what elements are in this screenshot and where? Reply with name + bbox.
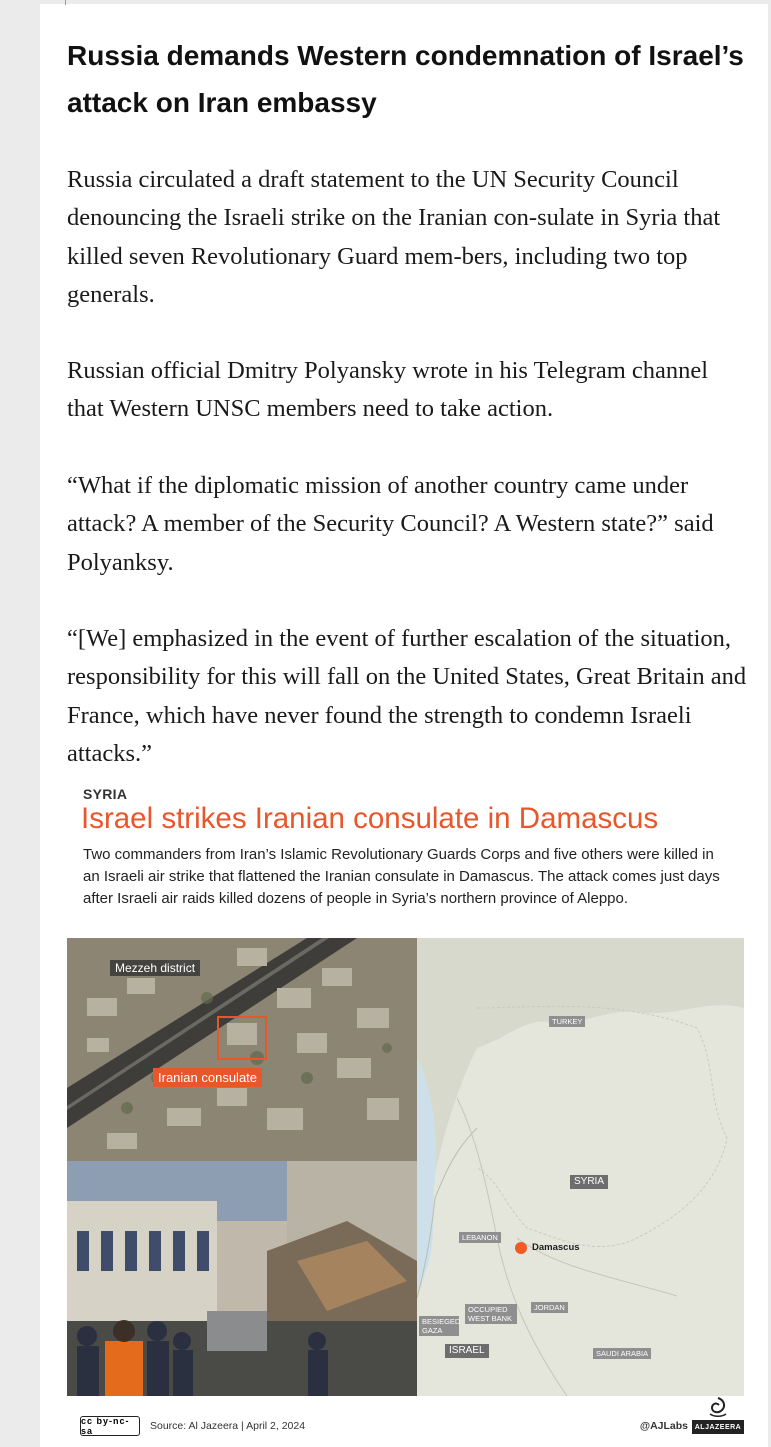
- creative-commons-icon: cc by-nc-sa: [80, 1416, 140, 1436]
- infographic[interactable]: [66, 778, 746, 1438]
- map-label-israel: ISRAEL: [445, 1344, 489, 1358]
- map-label-saudi-arabia: SAUDI ARABIA: [593, 1348, 651, 1359]
- region-map-graphic: [417, 938, 744, 1396]
- infographic-kicker: SYRIA: [83, 786, 128, 802]
- aljazeera-wordmark: ALJAZEERA: [692, 1420, 744, 1434]
- map-label-damascus: Damascus: [532, 1242, 580, 1253]
- article-paragraph: Russia circulated a draft statement to the UN Security Council denouncing the Israeli strike on the Iranian con-sulate in Syria that killed seven Revolutionary Guard mem-bers, including two top generals.: [67, 166, 721, 308]
- infographic-title: Israel strikes Iranian consulate in Damascus: [81, 802, 659, 835]
- aerial-satellite-image: [67, 938, 417, 1161]
- mezzeh-district-label: Mezzeh district: [110, 960, 200, 976]
- region-map: [417, 938, 744, 1396]
- map-label-syria: SYRIA: [570, 1175, 608, 1189]
- infographic-footer: [80, 1414, 744, 1438]
- street-photo-graphic: [67, 1161, 417, 1396]
- damascus-marker-icon: [515, 1242, 527, 1254]
- aljazeera-logo: [692, 1396, 744, 1436]
- map-label-turkey: TURKEY: [549, 1016, 585, 1027]
- map-label-gaza: BESIEGED GAZA: [419, 1316, 459, 1336]
- ajlabs-handle: @AJLabs: [639, 1420, 688, 1432]
- article-paragraph: Russian official Dmitry Polyansky wrote in his Telegram channel that Western UNSC members need to take action.: [67, 357, 709, 423]
- article-headline: Russia demands Western condemnation of Israel’s attack on Iran embassy: [67, 40, 744, 118]
- consulate-highlight-box: [217, 1016, 267, 1060]
- top-divider: [65, 0, 66, 5]
- infographic-description: Two commanders from Iran’s Islamic Revolutionary Guards Corps and five others were killed in an Israeli air strike that flattened the Iranian consulate in Damascus. The attack comes just days after Israeli air raids killed dozens of people in Syria’s northern province of Aleppo.: [83, 846, 720, 907]
- article-paragraph: “[We] emphasized in the event of further escalation of the situation, responsibility for this will fall on the United States, Great Britain and France, which have never found the strength to condemn Israeli attacks.”: [67, 625, 747, 767]
- street-photo: [67, 1161, 417, 1396]
- map-label-west-bank: OCCUPIED WEST BANK: [465, 1304, 517, 1324]
- source-credit: Source: Al Jazeera | April 2, 2024: [150, 1420, 306, 1432]
- map-label-lebanon: LEBANON: [459, 1232, 501, 1243]
- article-paragraph: “What if the diplomatic mission of another country came under attack? A member of the Security Council? A Western state?” said Polyanksy.: [67, 472, 714, 576]
- map-label-jordan: JORDAN: [531, 1302, 568, 1313]
- aljazeera-glyph-icon: [704, 1396, 732, 1418]
- iranian-consulate-label: Iranian consulate: [153, 1068, 262, 1087]
